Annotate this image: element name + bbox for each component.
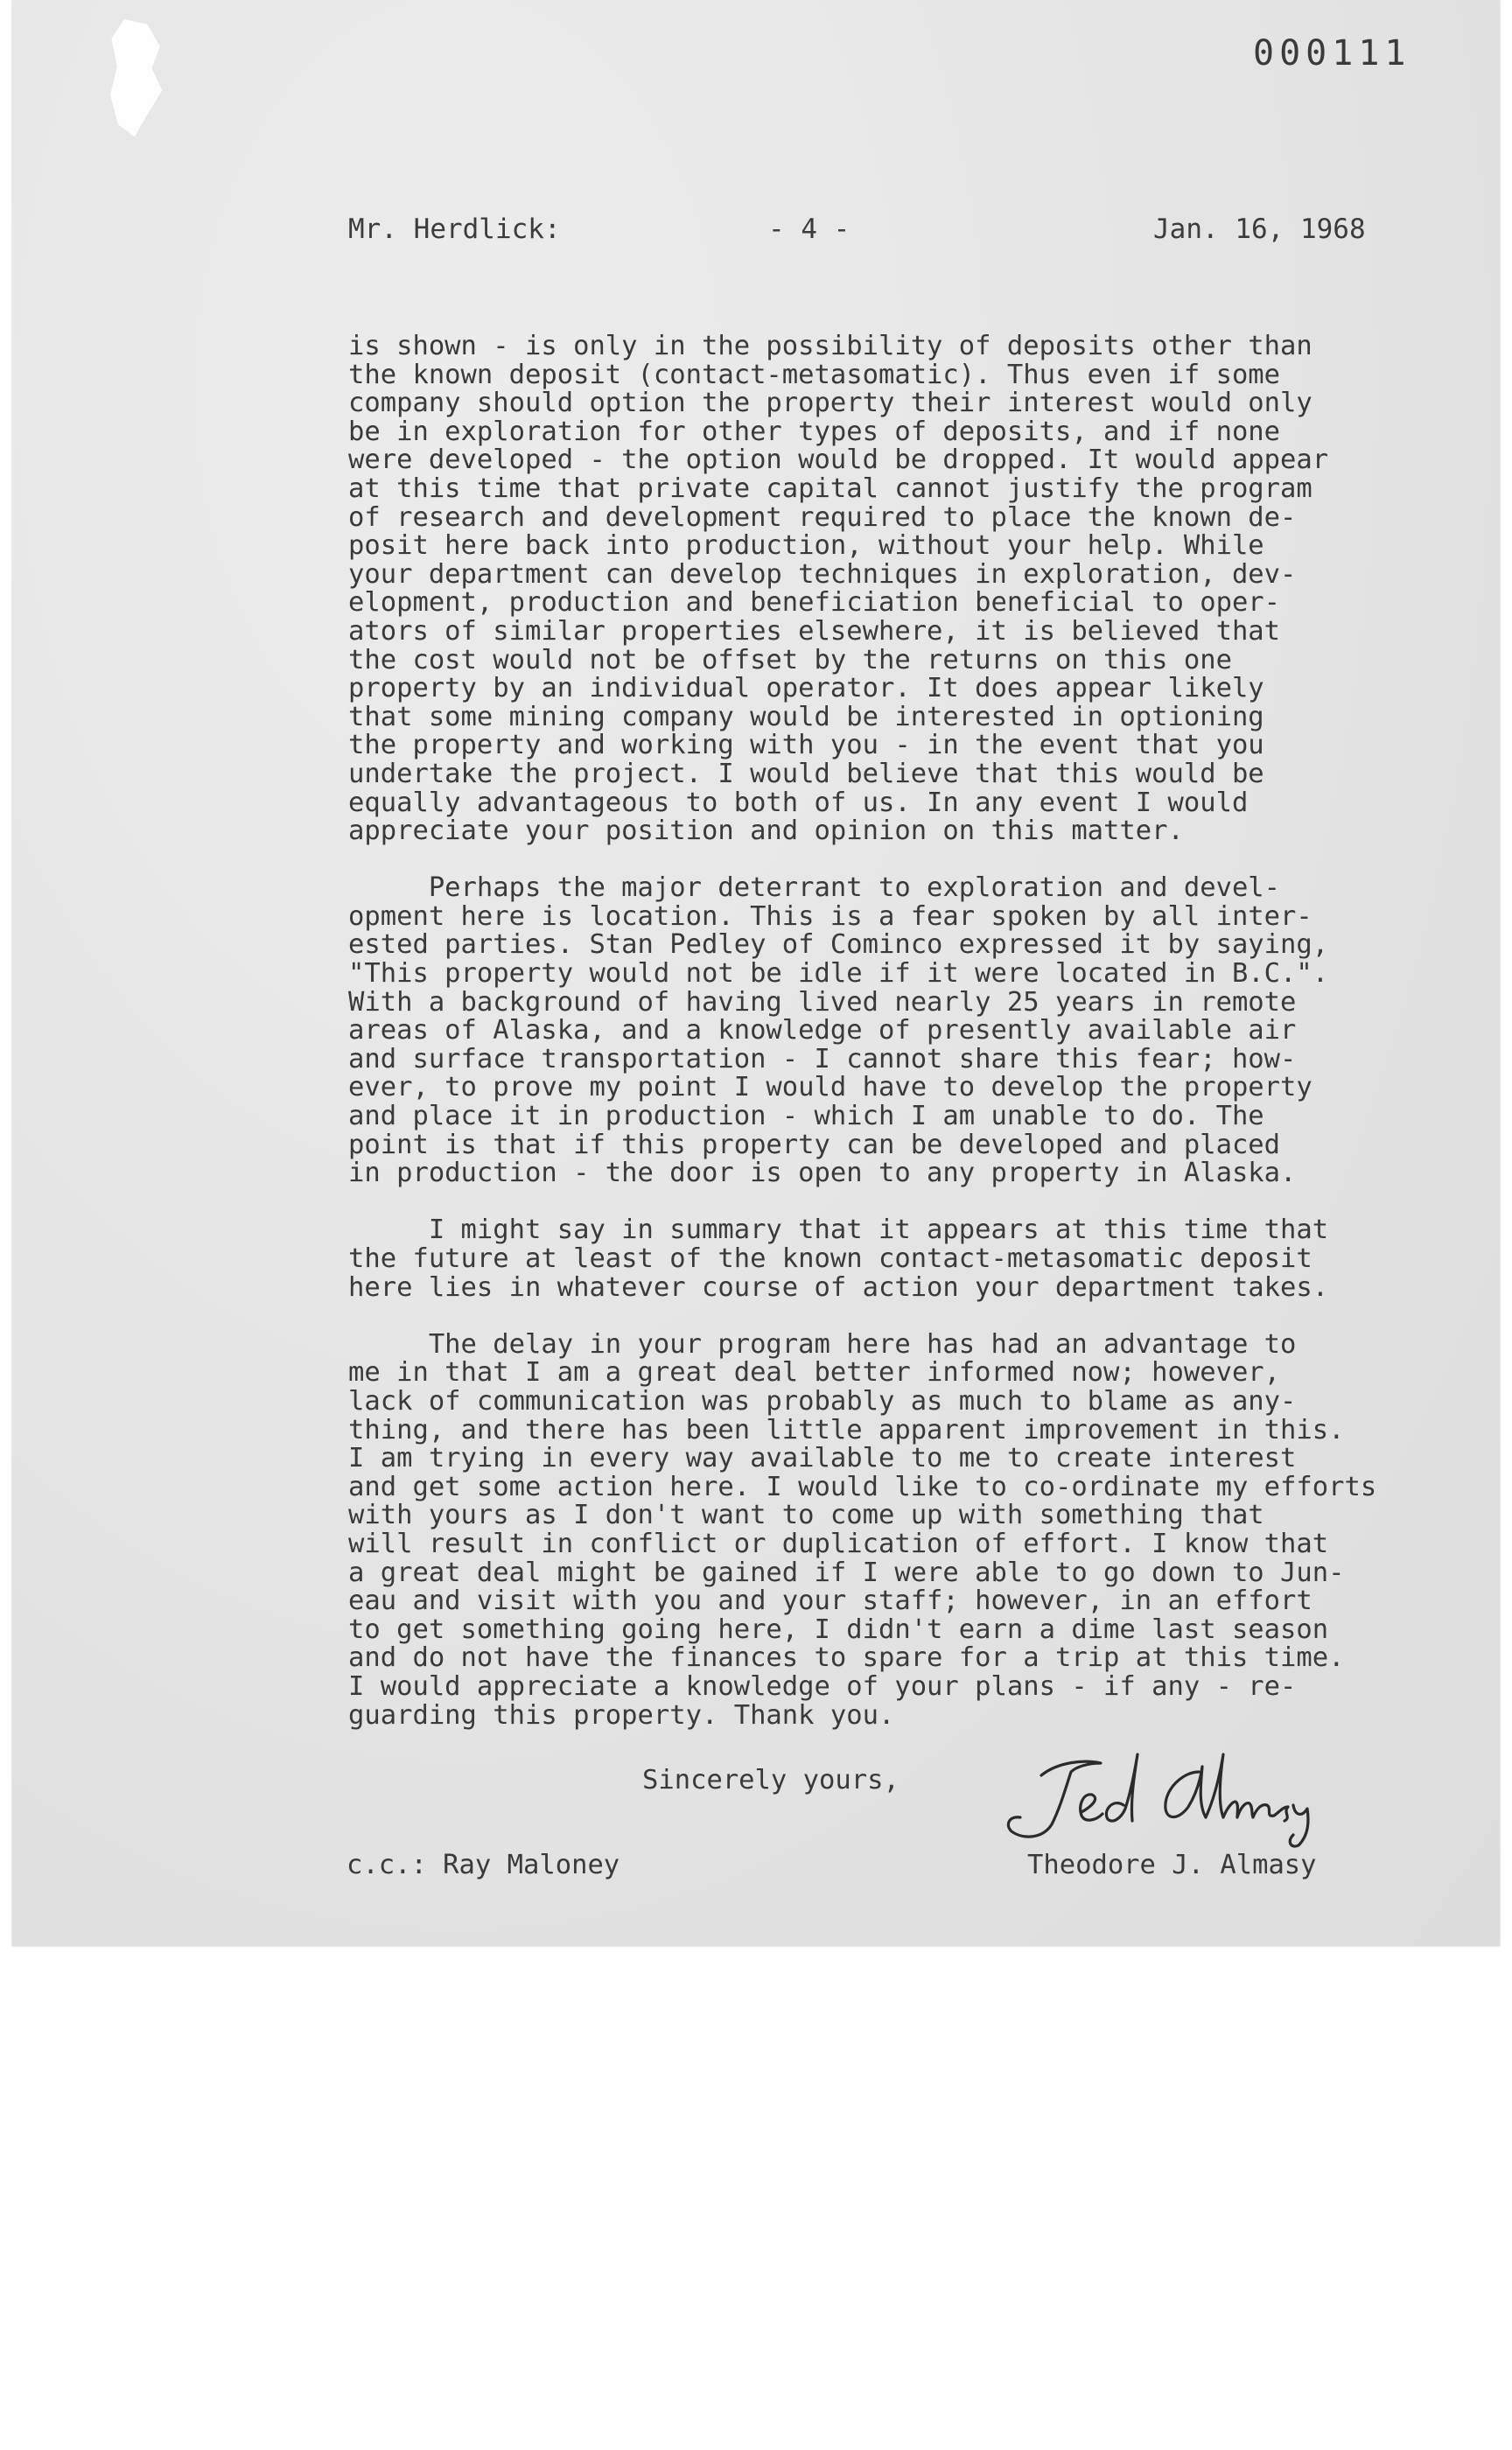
body-line: ever, to prove my point I would have to develop the property — [348, 1072, 1312, 1103]
carbon-copy-line: c.c.: Ray Maloney — [346, 1850, 620, 1880]
body-line: will result in conflict or duplication of effort. I know that — [348, 1528, 1329, 1559]
body-line: appreciate your position and opinion on this matter. — [348, 816, 1184, 847]
body-line: were developed - the option would be dropped. It would appear — [348, 444, 1329, 476]
body-line: of research and development required to place the known de- — [348, 501, 1297, 533]
body-line: ested parties. Stan Pedley of Cominco expressed it by saying, — [348, 929, 1329, 961]
body-line: me in that I am a great deal better informed now; however, — [348, 1357, 1281, 1389]
body-line: opment here is location. This is a fear spoken by all inter- — [348, 900, 1312, 932]
body-line: to get something going here, I didn't earn a dime last season — [348, 1614, 1329, 1645]
body-line: the property and working with you - in the event that you — [348, 730, 1264, 761]
body-line: and do not have the finances to spare for a trip at this time. — [348, 1642, 1345, 1674]
letter-body — [348, 332, 1477, 1730]
closing-salutation: Sincerely yours, — [642, 1765, 900, 1796]
body-line: here lies in whatever course of action your department takes. — [348, 1271, 1329, 1303]
body-line: equally advantageous to both of us. In any event I would — [348, 787, 1249, 818]
body-line: lack of communication was probably as much to blame as any- — [348, 1385, 1297, 1417]
body-line: posit here back into production, without your help. While — [348, 530, 1264, 562]
body-line: is shown - is only in the possibility of deposits other than — [348, 331, 1312, 361]
page-number: - 4 - — [768, 214, 850, 245]
body-line: point is that if this property can be developed and placed — [348, 1129, 1281, 1160]
body-line: I would appreciate a knowledge of your plans - if any - re- — [348, 1670, 1297, 1702]
body-line: and get some action here. I would like to co-ordinate my efforts — [348, 1471, 1377, 1502]
body-line: the known deposit (contact-metasomatic). Thus even if some — [348, 359, 1281, 390]
body-line — [348, 1188, 1477, 1217]
body-line: I might say in summary that it appears at this time that — [348, 1214, 1329, 1246]
letter-page — [12, 0, 1500, 1946]
body-line: "This property would not be idle if it were located in B.C.". — [348, 958, 1329, 990]
body-line: elopment, production and beneficiation beneficial to oper- — [348, 587, 1281, 619]
recipient-heading: Mr. Herdlick: — [348, 214, 561, 245]
body-line: undertake the project. I would believe that this would be — [348, 758, 1264, 789]
body-line: and surface transportation - I cannot share this fear; how- — [348, 1043, 1297, 1074]
body-line: With a background of having lived nearly 25 years in remote — [348, 986, 1297, 1018]
body-line: company should option the property their interest would only — [348, 388, 1312, 419]
body-line: that some mining company would be interested in optioning — [348, 701, 1264, 732]
body-line: areas of Alaska, and a knowledge of presently available air — [348, 1015, 1297, 1046]
body-line: at this time that private capital cannot justify the program — [348, 472, 1312, 504]
body-line — [348, 846, 1477, 875]
body-line: your department can develop techniques in exploration, dev- — [348, 558, 1297, 590]
typed-signature-name: Theodore J. Almasy — [1027, 1850, 1317, 1880]
body-line: a great deal might be gained if I were able to go down to Jun- — [348, 1557, 1345, 1588]
body-line — [348, 1302, 1477, 1331]
body-line: eau and visit with you and your staff; however, in an effort — [348, 1586, 1312, 1617]
body-line: the cost would not be offset by the returns on this one — [348, 644, 1232, 676]
body-line: The delay in your program here has had an advantage to — [348, 1328, 1297, 1360]
body-line: and place it in production - which I am unable to do. The — [348, 1101, 1264, 1132]
document-number: 000111 — [1253, 33, 1411, 74]
body-line: Perhaps the major deterrant to exploration and devel- — [348, 872, 1281, 904]
body-line: I am trying in every way available to me to create interest — [348, 1443, 1297, 1474]
torn-corner — [107, 19, 164, 142]
body-line: the future at least of the known contact-metasomatic deposit — [348, 1243, 1312, 1274]
letter-date: Jan. 16, 1968 — [1153, 214, 1366, 245]
body-line: be in exploration for other types of deposits, and if none — [348, 416, 1281, 447]
body-line: with yours as I don't want to come up with something that — [348, 1500, 1264, 1531]
body-line: thing, and there has been little apparent improvement in this. — [348, 1414, 1345, 1446]
handwritten-signature — [990, 1737, 1358, 1851]
body-line: guarding this property. Thank you. — [348, 1699, 895, 1731]
body-line: in production - the door is open to any property in Alaska. — [348, 1158, 1297, 1189]
body-line: ators of similar properties elsewhere, it is believed that — [348, 615, 1281, 647]
body-line: property by an individual operator. It does appear likely — [348, 673, 1264, 704]
